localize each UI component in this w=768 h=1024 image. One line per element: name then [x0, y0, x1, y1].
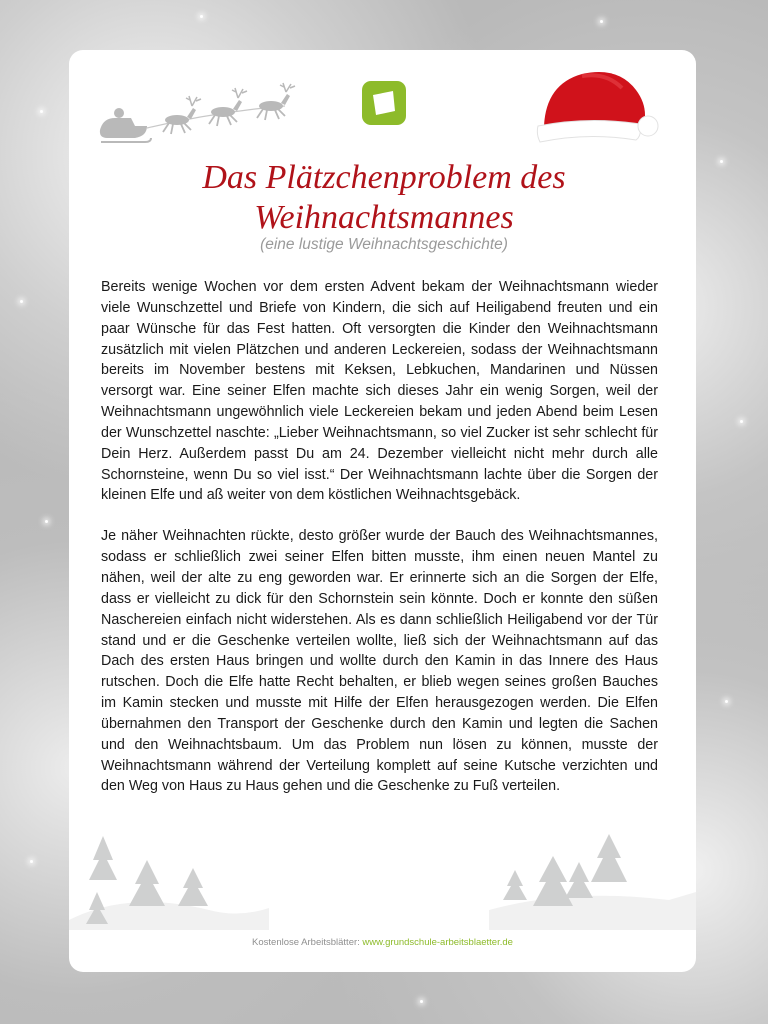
story-title: Das Plätzchenproblem des Weihnachtsmannes — [202, 159, 566, 236]
sparkle — [600, 20, 603, 23]
sparkle — [40, 110, 43, 113]
sparkle — [200, 15, 203, 18]
reindeer-sleigh-icon — [95, 82, 305, 152]
sparkle — [20, 300, 23, 303]
footer-link[interactable]: www.grundschule-arbeitsblaetter.de — [362, 937, 513, 948]
tree-icon — [69, 830, 696, 930]
sparkle — [45, 520, 48, 523]
sparkle — [720, 160, 723, 163]
sparkle — [420, 1000, 423, 1003]
sparkle — [740, 420, 743, 423]
sparkle — [725, 700, 728, 703]
footer-label: Kostenlose Arbeitsblätter: — [252, 937, 363, 948]
sparkle — [30, 860, 33, 863]
santa-hat-icon — [536, 64, 664, 150]
story-paragraph: Bereits wenige Wochen vor dem ersten Advent bekam der Weihnachtsmann wieder viele Wunschzettel und Briefe von Kindern, die sich auf Heiligabend freuten und ein paar Wünsche für das Fest hatten. Oft versorgten die Kinder den Weihnachtsmann zusätzlich mit vielen Plätzchen und anderen Leckereien, sodass der Weihnachtsmann bereits im November bestens mit Keksen, Lebkuchen, Mandarinen und Nüssen versorgt war. Eine seiner Elfen machte sich dieses Jahr ein wenig Sorgen, weil der Weihnachtsmann ungewöhnlich viele Leckereien bekam und jeden Abend beim Lesen der Wunschzettel naschte: „Lieber Weihnachtsmann, so viel Zucker ist sehr schlecht für Dein Herz. Außerdem passt Du am 24. Dezember vielleicht nicht mehr durch alle Schornsteine, wenn Du so viel isst.“ Der Weihnachtsmann lachte über die Sorgen der kleinen Elfe und aß weiter von dem köstlichen Weihnachtsgebäck. — [101, 279, 658, 504]
story-subtitle: (eine lustige Weihnachtsgeschichte) — [260, 236, 508, 253]
logo-icon — [362, 81, 406, 125]
story-body — [101, 277, 658, 817]
story-paragraph: Je näher Weihnachten rückte, desto größer wurde der Bauch des Weihnachtsmannes, sodass er schließlich zwei seiner Elfen bitten musste, ihm einen neuen Mantel zu nähen, weil der alte zu eng geworden war. Er erinnerte sich an die Sorgen der Elfe, dass er vielleicht zu dick für den Schornstein sein könnte. Doch er konnte den süßen Naschereien einfach nicht widerstehen. Als es dann schließlich Heiligabend vor der Tür stand und er die Geschenke verteilen wollte, ließ sich der Weihnachtsmann auf das Dach des ersten Haus bringen und wollte durch den Kamin in das Innere des Haus rutschen. Doch die Elfe hatte Recht behalten, er blieb wegen seines großen Bauches im Kamin stecken und musste mit Hilfe der Elfen herausgezogen werden. Die Elfen übernahmen den Transport der Geschenke durch den Kamin und legten die Sachen und den Weihnachtsbaum. Um das Problem nun lösen zu können, musste der Weihnachtsmann während der Verteilung komplett auf seine Kutsche verzichten und den Weg von Haus zu Haus gehen und die Geschenke zu Fuß verteilen. — [101, 528, 658, 795]
footer — [69, 937, 696, 948]
